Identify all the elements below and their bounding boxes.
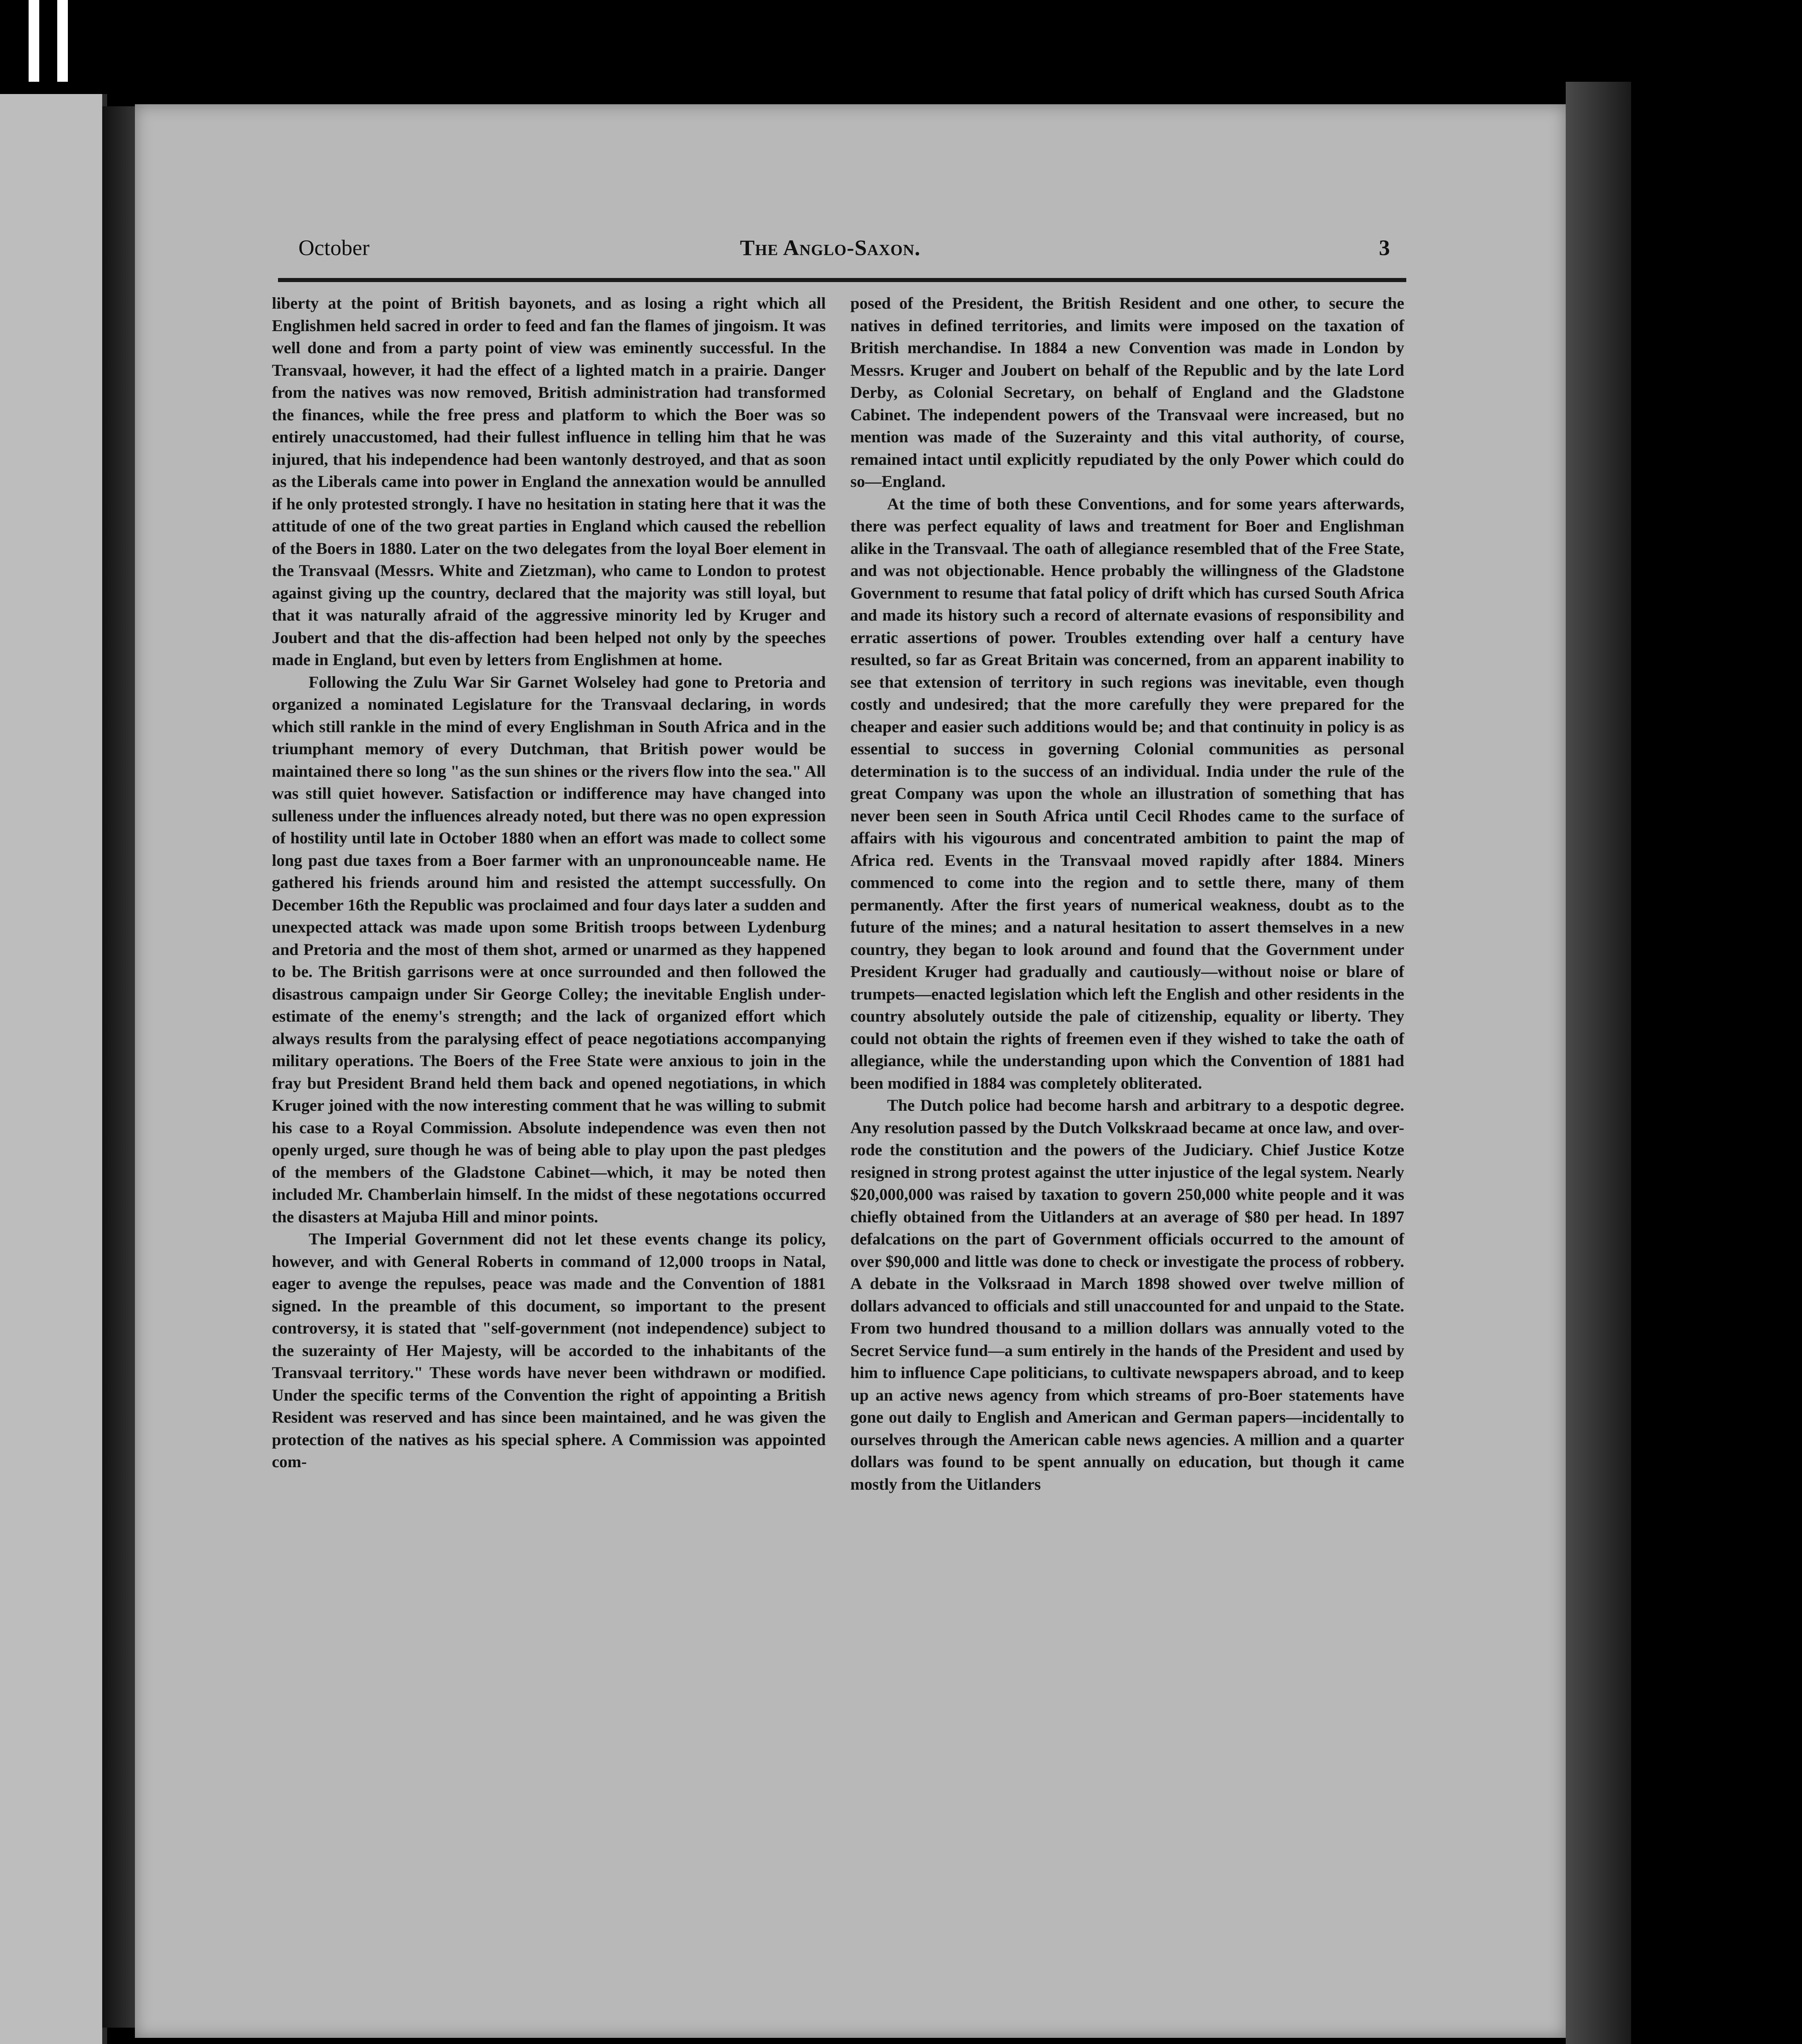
paragraph: The Imperial Government did not let these events change its policy, however, and with General Roberts in command of 12,000 troops in Natal, eager to avenge the repulses, peace was made and the Convention of 1881 signed. In the preamble of this document, so important to the present controversy, it is stated that "self-government (not independence) subject to the suzerainty of Her Majesty, will be accorded to the inhabitants of the Transvaal territory." These words have never been withdrawn or modified. Under the specific terms of the Convention the right of appointing a British Resident was reserved and has since been maintained, and he was given the protection of the natives as his special sphere. A Commission was appointed com-	[272, 1230, 826, 1471]
left-column	[272, 292, 826, 1473]
running-header	[298, 235, 1390, 264]
film-registration-mark	[29, 0, 39, 82]
paragraph: The Dutch police had become harsh and arbitrary to a despotic degree. Any resolution passed by the Dutch Volkskraad became at once law, and over-rode the constitution and the powers of the Judiciary. Chief Justice Kotze resigned in strong protest against the utter injustice of the legal system. Nearly $20,000,000 was raised by taxation to govern 250,000 white people and it was chiefly obtained from the Uitlanders at an average of $80 per head. In 1897 defalcations on the part of Government officials occurred to the amount of over $90,000 and little was done to check or investigate the process of robbery. A debate in the Volksraad in March 1898 showed over twelve million of dollars advanced to officials and still unaccounted for and unpaid to the State. From two hundred thousand to a million dollars was annually voted to the Secret Service fund—a sum entirely in the hands of the President and used by him to influence Cape politicians, to cultivate newspapers abroad, and to keep up an active news agency from which streams of pro-Boer statements have gone out daily to English and American and German papers—incidentally to ourselves through the American cable news agencies. A million and a quarter dollars was found to be spent annually on education, but though it came mostly from the Uitlanders	[850, 1096, 1404, 1493]
header-month: October	[298, 235, 370, 260]
right-column	[850, 292, 1404, 1495]
paragraph: posed of the President, the British Resident and one other, to secure the natives in defined territories, and limits were imposed on the taxation of British merchandise. In 1884 a new Convention was made in London by Messrs. Kruger and Joubert on behalf of the Republic and by the late Lord Derby, as Colonial Secretary, on behalf of England and the Gladstone Cabinet. The independent powers of the Transvaal were increased, but no mention was made of the Suzerainty and this vital authority, of course, remained intact until explicitly repudiated by the only Power which could do so—England.	[850, 294, 1404, 491]
page-right-edge	[1566, 82, 1631, 2044]
paragraph: Following the Zulu War Sir Garnet Wolseley had gone to Pretoria and organized a nominated Legislature for the Transvaal declaring, in words which still rankle in the mind of every Englishman in South Africa and in the triumphant memory of every Dutchman, that British power would be maintained there so long "as the sun shines or the rivers flow into the sea." All was still quiet however. Satisfaction or indifference may have changed into sulleness under the influences already noted, but there was no open expression of hostility until late in October 1880 when an effort was made to collect some long past due taxes from a Boer farmer with an unpronounceable name. He gathered his friends around him and resisted the attempt successfully. On December 16th the Republic was proclaimed and four days later a sudden and unexpected attack was made upon some British troops between Lydenburg and Pretoria and the most of them shot, armed or unarmed as they happened to be. The British garrisons were at once surrounded and then followed the disastrous campaign under Sir George Colley; the inevitable English under-estimate of the enemy's strength; and the lack of organized effort which always results from the paralysing effect of peace negotiations accompanying military operations. The Boers of the Free State were anxious to join in the fray but President Brand held them back and opened negotiations, in which Kruger joined with the now interesting comment that he was willing to submit his case to a Royal Commission. Absolute independence was even then not openly urged, sure though he was of being able to play upon the past pledges of the members of the Gladstone Cabinet—which, it may be noted then included Mr. Chamberlain himself. In the midst of these negotations occurred the disasters at Majuba Hill and minor points.	[272, 672, 826, 1226]
paragraph: liberty at the point of British bayonets, and as losing a right which all Englishmen held sacred in order to feed and fan the flames of jingoism. It was well done and from a party point of view was eminently successful. In the Transvaal, however, it had the effect of a lighted match in a prairie. Danger from the natives was now removed, British administration had transformed the finances, while the free press and platform to which the Boer was so entirely unaccustomed, had their fullest influence in telling him that he was injured, that his independence had been wantonly destroyed, and that as soon as the Liberals came into power in England the annexation would be annulled if he only protested strongly. I have no hesitation in stating here that it was the attitude of one of the two great parties in England which caused the rebellion of the Boers in 1880. Later on the two delegates from the loyal Boer element in the Transvaal (Messrs. White and Zietzman), who came to London to protest against giving up the country, declared that the majority was still loyal, but that it was naturally afraid of the aggressive minority led by Kruger and Joubert and that the dis-affection had been helped not only by the speeches made in England, but even by letters from Englishmen at home.	[272, 294, 826, 669]
paragraph: At the time of both these Conventions, and for some years afterwards, there was perfect equality of laws and treatment for Boer and Englishman alike in the Transvaal. The oath of allegiance resembled that of the Free State, and was not objectionable. Hence probably the willingness of the Gladstone Government to resume that fatal policy of drift which has cursed South Africa and made its history such a record of alternate evasions of responsibility and erratic assertions of power. Troubles extending over half a century have resulted, so far as Great Britain was concerned, from an apparent inability to see that extension of territory in such regions was inevitable, even though costly and undesired; that the more carefully they were prepared for the cheaper and easier such additions would be; and that continuity in policy is as essential to success in governing Colonial communities as personal determination is to the success of an individual. India under the rule of the great Company was upon the whole an illustration of something that has never been seen in South Africa until Cecil Rhodes came to the surface of affairs with his vigourous and concentrated ambition to paint the map of Africa red. Events in the Transvaal moved rapidly after 1884. Miners commenced to come into the region and to settle there, many of them permanently. After the first years of numerical weakness, doubt as to the future of the mines; and a natural hesitation to assert themselves in a new country, they began to look around and found that the Government under President Kruger had gradually and cautiously—without noise or blare of trumpets—enacted legislation which left the English and other residents in the country absolutely outside the pale of citizenship, equality or liberty. They could not obtain the rights of freemen even if they wished to take the oath of allegiance, while the understanding upon which the Convention of 1881 had been modified in 1884 was completely obliterated.	[850, 494, 1404, 1092]
page-number: 3	[1379, 235, 1390, 260]
header-rule	[278, 278, 1406, 282]
film-registration-mark	[57, 0, 68, 82]
publication-title: The Anglo-Saxon.	[740, 235, 921, 260]
adjacent-page-edge	[0, 94, 107, 2044]
